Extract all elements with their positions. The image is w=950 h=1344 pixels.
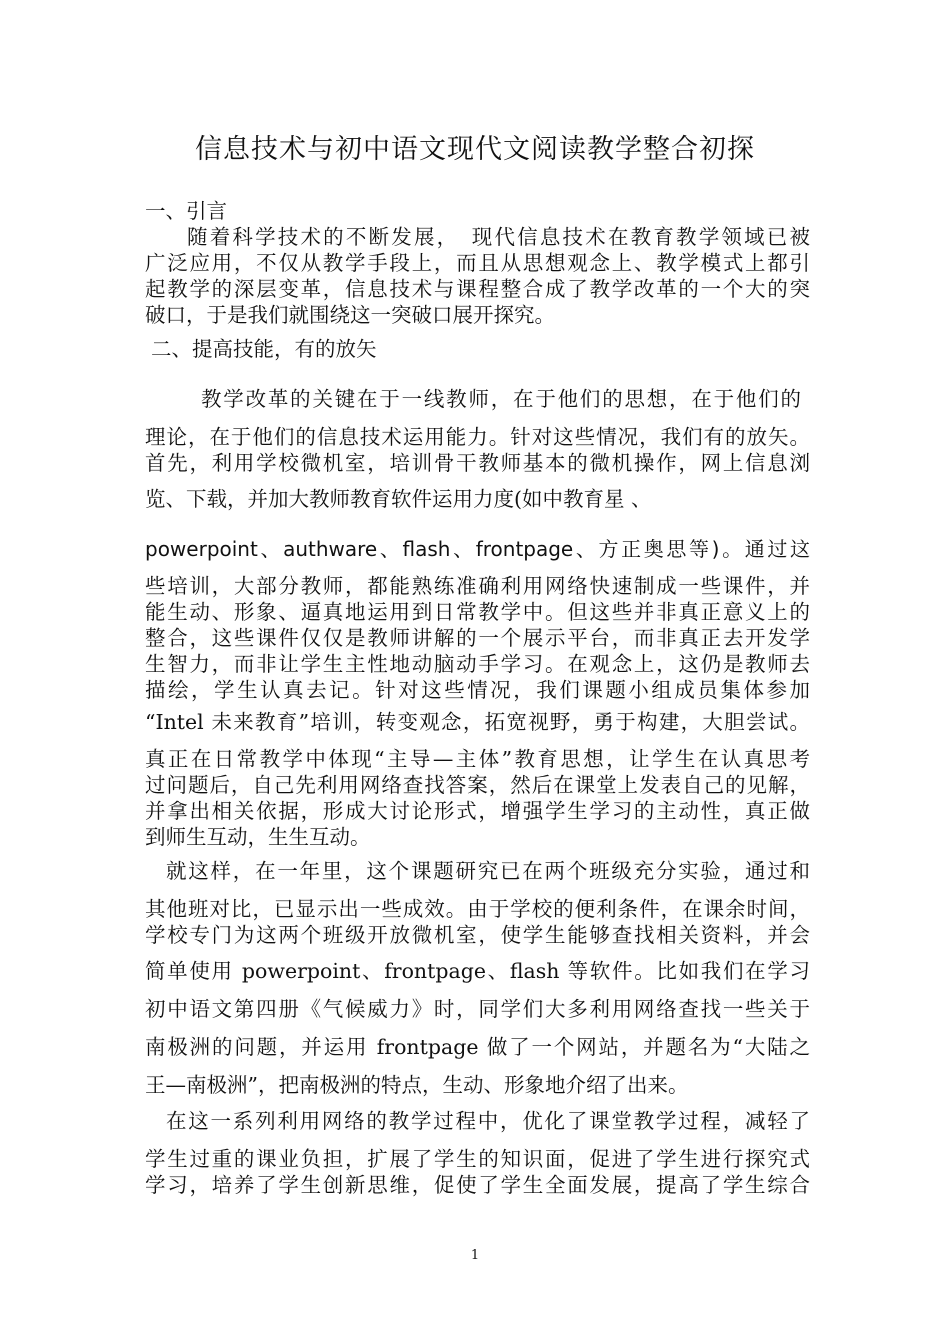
paragraph-line: 就这样，在一年里，这个课题研究已在两个班级充分实验，通过和 <box>166 859 810 883</box>
paragraph-2 <box>145 858 810 884</box>
paragraph-line: 生智力，而非让学生主性地动脑动手学习。在观念上，这仍是教师去 <box>145 652 810 676</box>
paragraph-line: 初中语文第四册《气候威力》时，同学们大多利用网络查找一些关于 <box>145 997 810 1021</box>
page-number: 1 <box>470 1248 480 1263</box>
paragraph-1-cont-3 <box>145 536 810 562</box>
paragraph-1-cont-2 <box>145 486 810 512</box>
paragraph-line: 并拿出相关依据，形成大讨论形式，增强学生学习的主动性，真正做 <box>145 799 810 823</box>
heading-text: 二、提高技能，有的放矢 <box>151 337 377 361</box>
paragraph-2-cont <box>145 896 810 948</box>
paragraph-line: “Intel 未来教育”培训，转变观念，拓宽视野，勇于构建，大胆尝试。 <box>145 710 810 734</box>
paragraph-2-cont-2 <box>145 958 810 984</box>
paragraph-line: 理论，在于他们的信息技术运用能力。针对这些情况，我们有的放矢。 <box>145 425 810 449</box>
paragraph-line: 真正在日常教学中体现“主导—主体”教育思想，让学生在认真思考 <box>145 747 810 771</box>
heading-text: 一、引言 <box>145 199 227 223</box>
paragraph-line: 描绘，学生认真去记。针对这些情况，我们课题小组成员集体参加 <box>145 678 810 702</box>
paragraph-line: 简单使用 powerpoint、frontpage、flash 等软件。比如我们在学习 <box>145 959 810 983</box>
document-title: 信息技术与初中语文现代文阅读教学整合初探 <box>195 134 755 165</box>
paragraph-line: 随着科学技术的不断发展， 现代信息技术在教育教学领域已被 <box>187 225 810 249</box>
paragraph-line: 南极洲的问题，并运用 frontpage 做了一个网站，并题名为“大陆之 <box>145 1035 810 1059</box>
paragraph-line: 览、下载，并加大教师教育软件运用力度(如中教育星 、 <box>145 487 652 511</box>
paragraph-line: 能生动、形象、逼真地运用到日常教学中。但这些并非真正意义上的 <box>145 600 810 624</box>
paragraph-line: 学生过重的课业负担，扩展了学生的知识面，促进了学生进行探究式 <box>145 1147 810 1171</box>
paragraph-3-cont <box>145 1146 810 1198</box>
paragraph-line: 起教学的深层变革，信息技术与课程整合成了教学改革的一个大的突 <box>145 277 810 301</box>
paragraph-line: 学校专门为这两个班级开放微机室，使学生能够查找相关资料，并会 <box>145 923 810 947</box>
paragraph-1-cont <box>145 424 810 476</box>
paragraph-line: 到师生互动，生生互动。 <box>145 825 371 849</box>
paragraph-line: 整合，这些课件仅仅是教师讲解的一个展示平台，而非真正去开发学 <box>145 626 810 650</box>
paragraph-line: 首先，利用学校微机室，培训骨干教师基本的微机操作，网上信息浏 <box>145 451 810 475</box>
paragraph-line: 教学改革的关键在于一线教师，在于他们的思想，在于他们的 <box>201 387 801 411</box>
paragraph-line: 过问题后，自己先利用网络查找答案，然后在课堂上发表自己的见解， <box>145 773 810 797</box>
paragraph-line: 其他班对比，已显示出一些成效。由于学校的便利条件，在课余时间， <box>145 897 810 921</box>
paragraph-line: 破口，于是我们就围绕这一突破口展开探究。 <box>145 303 555 327</box>
paragraph-2-cont-3 <box>145 996 810 1022</box>
paragraph-line: 广泛应用，不仅从教学手段上，而且从思想观念上、教学模式上都引 <box>145 251 810 275</box>
paragraph-line: powerpoint、authware、flash、frontpage、方正奥思等)。通过这 <box>145 537 810 561</box>
paragraph-1-cont-6 <box>145 746 810 850</box>
section-heading-skills <box>145 336 810 362</box>
paragraph-line: 学习，培养了学生创新思维，促使了学生全面发展，提高了学生综合 <box>145 1173 810 1197</box>
section-heading-intro <box>145 198 810 224</box>
paragraph-1 <box>145 386 810 412</box>
paragraph-line: 些培训，大部分教师，都能熟练准确利用网络快速制成一些课件，并 <box>145 574 810 598</box>
paragraph-1-cont-4 <box>145 573 810 703</box>
paragraph-1-cont-5 <box>145 709 810 735</box>
paragraph-line: 王—南极洲”，把南极洲的特点，生动、形象地介绍了出来。 <box>145 1073 689 1097</box>
paragraph-2-cont-5 <box>145 1072 810 1098</box>
paragraph-2-cont-4 <box>145 1034 810 1060</box>
paragraph-intro <box>145 224 810 328</box>
paragraph-3 <box>145 1108 810 1134</box>
paragraph-line: 在这一系列利用网络的教学过程中，优化了课堂教学过程，减轻了 <box>166 1109 810 1133</box>
